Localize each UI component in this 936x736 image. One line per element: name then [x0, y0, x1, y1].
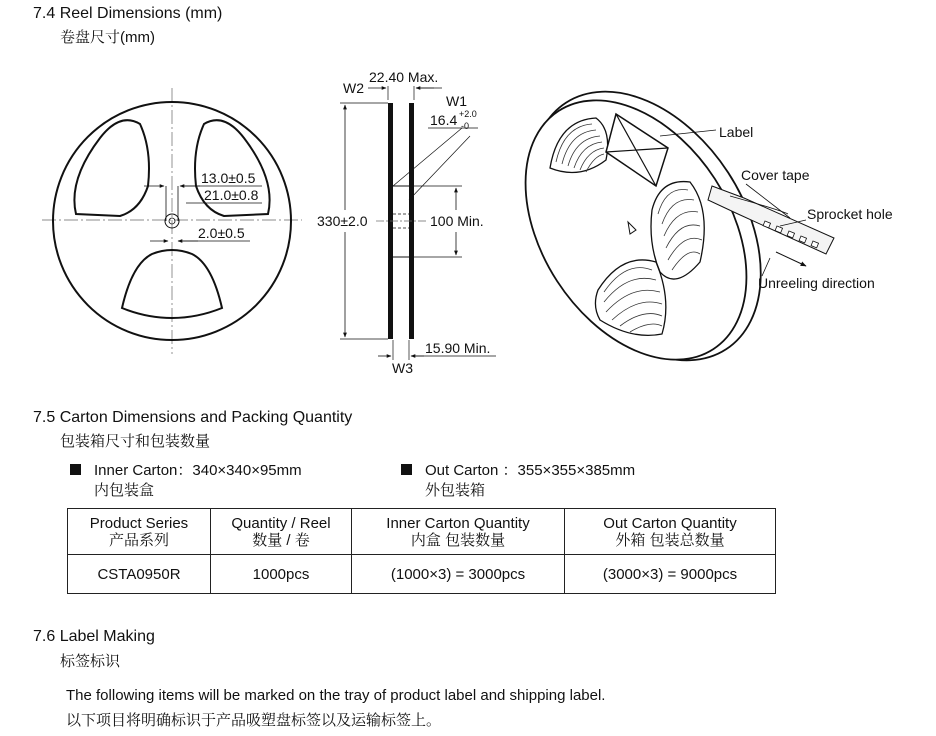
table-cell: 1000pcs	[211, 555, 352, 594]
section-74-title: 7.4 Reel Dimensions (mm)	[33, 5, 223, 22]
table-header-cell: Quantity / Reel 数量 / 卷	[211, 509, 352, 555]
w1-tol-plus: +2.0	[459, 109, 477, 119]
out-carton-label-cn: 外包装箱	[425, 482, 486, 499]
w3-value: 15.90 Min.	[425, 340, 491, 356]
reel-diameter-dim: 330±2.0	[317, 213, 368, 229]
slot-dim: 2.0±0.5	[198, 225, 245, 241]
out-carton-bullet	[401, 462, 412, 480]
table-header-row	[68, 509, 776, 555]
out-carton-dims: Out Carton ：355×355×385mm	[425, 462, 636, 479]
callout-cover-tape: Cover tape	[741, 167, 810, 183]
inner-carton-bullet	[70, 462, 81, 480]
section-74-subtitle: 卷盘尺寸(mm)	[60, 29, 155, 46]
hub-inner-dim: 13.0±0.5	[201, 170, 256, 186]
label-making-description: The following items will be marked on the tray of product label and shipping label.	[66, 687, 606, 704]
callout-sprocket-hole: Sprocket hole	[807, 206, 893, 222]
hub-outer-dim: 21.0±0.8	[204, 187, 259, 203]
table-header-cell: Inner Carton Quantity 内盒 包装数量	[352, 509, 565, 555]
reel-perspective-view	[480, 49, 893, 400]
callout-label: Label	[719, 124, 754, 140]
table-cell: (1000×3) = 3000pcs	[352, 555, 565, 594]
section-75-subtitle: 包装箱尺寸和包装数量	[60, 433, 211, 450]
section-76-title: 7.6 Label Making	[33, 628, 155, 645]
section-75-title: 7.5 Carton Dimensions and Packing Quantity	[33, 409, 353, 426]
table-header-cell: Product Series 产品系列	[68, 509, 211, 555]
section-76-subtitle: 标签标识	[60, 653, 121, 670]
table-header-cell: Out Carton Quantity 外箱 包装总数量	[565, 509, 776, 555]
table-cell: (3000×3) = 9000pcs	[565, 555, 776, 594]
label-making-description-cn: 以下项目将明确标识于产品吸塑盘标签以及运输标签上。	[66, 712, 442, 729]
w2-label: W2	[343, 80, 364, 96]
callout-unreeling-direction: Unreeling direction	[758, 275, 875, 291]
w1-label: W1	[446, 93, 467, 109]
inner-carton-dims: Inner Carton：340×340×95mm	[94, 462, 302, 479]
table-row	[68, 555, 776, 594]
w1-value: 16.4	[430, 112, 458, 128]
square-bullet-icon	[70, 464, 81, 475]
reel-side-view	[317, 69, 496, 376]
hub-diameter-dim: 100 Min.	[430, 213, 484, 229]
inner-carton-label-cn: 内包装盒	[94, 482, 155, 499]
w1-tol-minus: -0	[461, 121, 470, 131]
w2-value: 22.40 Max.	[369, 69, 439, 85]
w3-label: W3	[392, 360, 413, 376]
table-cell: CSTA0950R	[68, 555, 211, 594]
square-bullet-icon	[401, 464, 412, 475]
packing-quantity-table	[67, 508, 776, 594]
reel-window-left	[74, 120, 149, 216]
reel-front-view	[42, 88, 302, 354]
